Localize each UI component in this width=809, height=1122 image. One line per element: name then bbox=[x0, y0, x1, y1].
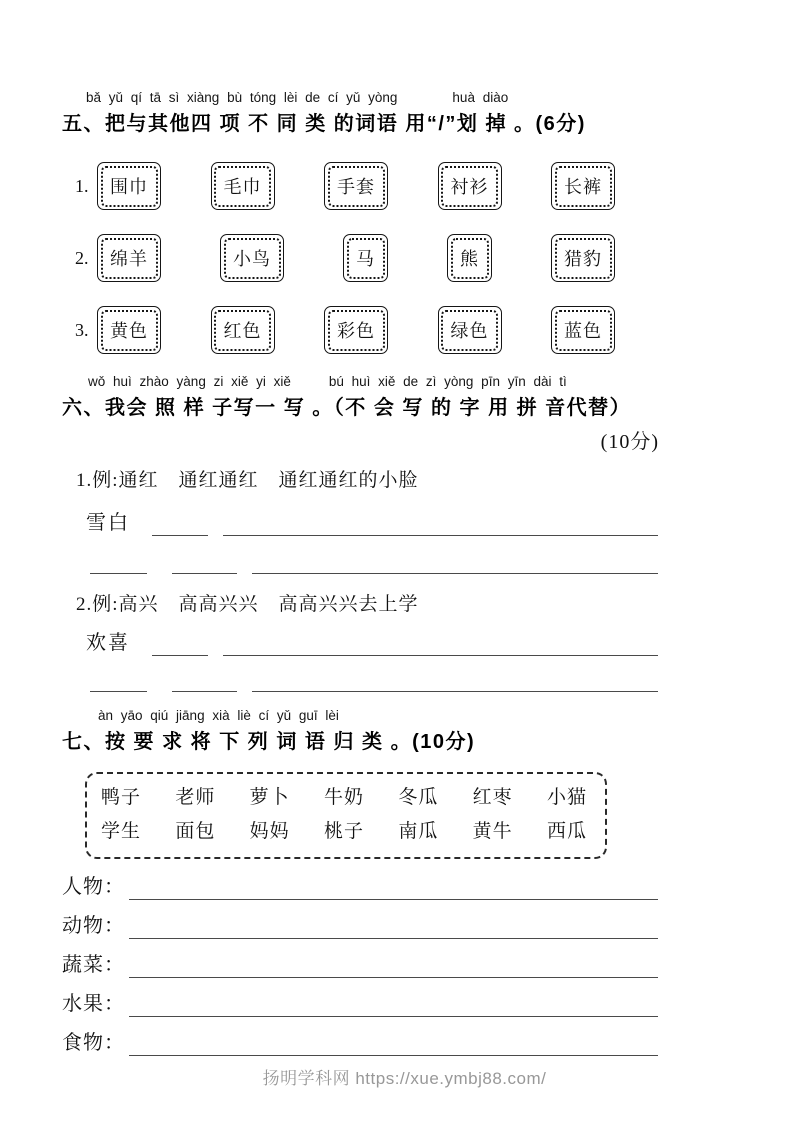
prompt-word: 欢喜 bbox=[86, 632, 130, 654]
word-box[interactable] bbox=[447, 234, 492, 282]
answer-blank[interactable] bbox=[252, 681, 658, 692]
answer-blank[interactable] bbox=[90, 681, 147, 692]
answer-blank[interactable] bbox=[129, 1049, 658, 1056]
pinyin-text: bú huì xiě de zì yòng pīn yīn dài tì bbox=[328, 374, 567, 389]
pinyin-text: bǎ yǔ qí tā sì xiàng bù tóng lèi de cí yǔ yòng bbox=[86, 90, 398, 105]
word-box[interactable] bbox=[324, 306, 388, 354]
row-number: 3. bbox=[75, 319, 89, 340]
section-seven-title: 七、按 要 求 将 下 列 词 语 归 类 。(10分) bbox=[62, 731, 476, 753]
pinyin-text: wǒ huì zhào yàng zi xiě yi xiě bbox=[88, 374, 291, 389]
category-row-people bbox=[62, 861, 658, 900]
answer-row-1-extra bbox=[90, 562, 658, 574]
answer-row-1 bbox=[86, 508, 658, 536]
section-six-title: 六、我会 照 样 子写一 写 。（不 会 写 的 字 用 拼 音代替） bbox=[62, 397, 632, 419]
word-row-3 bbox=[75, 306, 615, 354]
word-label: 围巾 bbox=[110, 177, 148, 197]
word-label: 红色 bbox=[223, 321, 262, 341]
answer-blank[interactable] bbox=[252, 563, 658, 574]
word-label: 小鸟 bbox=[233, 249, 271, 269]
answer-blank[interactable] bbox=[129, 932, 658, 939]
word-box[interactable] bbox=[97, 306, 161, 354]
answer-blank[interactable] bbox=[152, 525, 208, 536]
prompt-word: 雪白 bbox=[86, 512, 130, 534]
word-boxes bbox=[97, 234, 615, 282]
section-six-score: (10分) bbox=[600, 431, 659, 453]
answer-blank[interactable] bbox=[223, 645, 658, 656]
bank-word: 面包 bbox=[175, 821, 216, 842]
footer bbox=[0, 1064, 809, 1089]
bank-word: 西瓜 bbox=[546, 821, 587, 842]
word-boxes bbox=[97, 162, 615, 210]
section-five bbox=[0, 90, 809, 354]
word-box[interactable] bbox=[220, 234, 284, 282]
category-row-animals bbox=[62, 900, 658, 939]
word-label: 蓝色 bbox=[564, 321, 602, 341]
example-2: 2.例:高兴 高高兴兴 高高兴兴去上学 bbox=[76, 594, 419, 615]
word-label: 熊 bbox=[460, 249, 479, 269]
word-label: 衬衫 bbox=[450, 177, 489, 197]
word-boxes bbox=[97, 306, 615, 354]
word-label: 毛巾 bbox=[223, 177, 262, 197]
pinyin-text: huà diào bbox=[452, 90, 509, 105]
answer-blank[interactable] bbox=[129, 1010, 658, 1017]
word-box[interactable] bbox=[324, 162, 388, 210]
section-seven bbox=[0, 708, 809, 1056]
bank-word: 小猫 bbox=[546, 787, 587, 808]
word-box[interactable] bbox=[551, 162, 615, 210]
bank-word: 桃子 bbox=[323, 821, 364, 842]
word-box[interactable] bbox=[211, 162, 275, 210]
row-number: 2. bbox=[75, 247, 89, 268]
word-label: 绵羊 bbox=[110, 249, 148, 269]
bank-word: 老师 bbox=[175, 787, 216, 808]
word-box[interactable] bbox=[211, 306, 275, 354]
word-bank bbox=[85, 772, 607, 859]
answer-blank[interactable] bbox=[129, 971, 658, 978]
bank-word: 冬瓜 bbox=[398, 787, 439, 808]
word-label: 长裤 bbox=[564, 177, 602, 197]
answer-blank[interactable] bbox=[90, 563, 147, 574]
word-bank-row-1 bbox=[101, 783, 587, 813]
bank-word: 萝卜 bbox=[249, 787, 290, 808]
section-six bbox=[0, 374, 809, 692]
answer-blank[interactable] bbox=[223, 525, 658, 536]
category-label: 人物： bbox=[62, 876, 125, 898]
word-label: 彩色 bbox=[337, 321, 375, 341]
word-row-1 bbox=[75, 162, 615, 210]
answer-blank[interactable] bbox=[152, 645, 208, 656]
word-box[interactable] bbox=[438, 306, 502, 354]
row-number: 1. bbox=[75, 175, 89, 196]
bank-word: 牛奶 bbox=[323, 787, 364, 808]
answer-blank[interactable] bbox=[172, 681, 237, 692]
section-seven-pinyin: àn yāo qiú jiāng xià liè cí yǔ guī lèi bbox=[98, 708, 339, 723]
word-box[interactable] bbox=[343, 234, 388, 282]
word-label: 绿色 bbox=[450, 321, 489, 341]
answer-blank[interactable] bbox=[129, 893, 658, 900]
example-1: 1.例:通红 通红通红 通红通红的小脸 bbox=[76, 470, 419, 491]
answer-blank[interactable] bbox=[172, 563, 237, 574]
section-five-title: 五、把与其他四 项 不 同 类 的词语 用“/”划 掉 。(6分) bbox=[62, 113, 586, 135]
category-label: 蔬菜： bbox=[62, 954, 125, 976]
category-list bbox=[0, 861, 809, 1056]
word-label: 猎豹 bbox=[564, 249, 602, 269]
word-box[interactable] bbox=[551, 234, 615, 282]
bank-word: 红枣 bbox=[472, 787, 513, 808]
section-five-pinyin bbox=[86, 90, 809, 106]
footer-link[interactable]: 扬明学科网 https://xue.ymbj88.com/ bbox=[262, 1069, 547, 1088]
category-label: 食物： bbox=[62, 1032, 125, 1054]
word-box[interactable] bbox=[438, 162, 502, 210]
bank-word: 黄牛 bbox=[472, 821, 513, 842]
category-row-fruits bbox=[62, 978, 658, 1017]
answer-row-2-extra bbox=[90, 680, 658, 692]
bank-word: 鸭子 bbox=[101, 787, 142, 808]
bank-word: 南瓜 bbox=[398, 821, 439, 842]
word-row-2 bbox=[75, 234, 615, 282]
word-box[interactable] bbox=[551, 306, 615, 354]
answer-row-2 bbox=[86, 628, 658, 656]
section-six-pinyin bbox=[88, 374, 809, 390]
word-label: 手套 bbox=[337, 177, 375, 197]
bank-word: 妈妈 bbox=[249, 821, 290, 842]
word-label: 马 bbox=[356, 249, 375, 269]
word-box[interactable] bbox=[97, 162, 161, 210]
category-label: 水果： bbox=[62, 993, 125, 1015]
bank-word: 学生 bbox=[101, 821, 142, 842]
category-label: 动物： bbox=[62, 915, 125, 937]
word-label: 黄色 bbox=[110, 321, 148, 341]
word-box[interactable] bbox=[97, 234, 161, 282]
category-row-vegetables bbox=[62, 939, 658, 978]
category-row-food bbox=[62, 1017, 658, 1056]
word-bank-row-2 bbox=[101, 817, 587, 847]
